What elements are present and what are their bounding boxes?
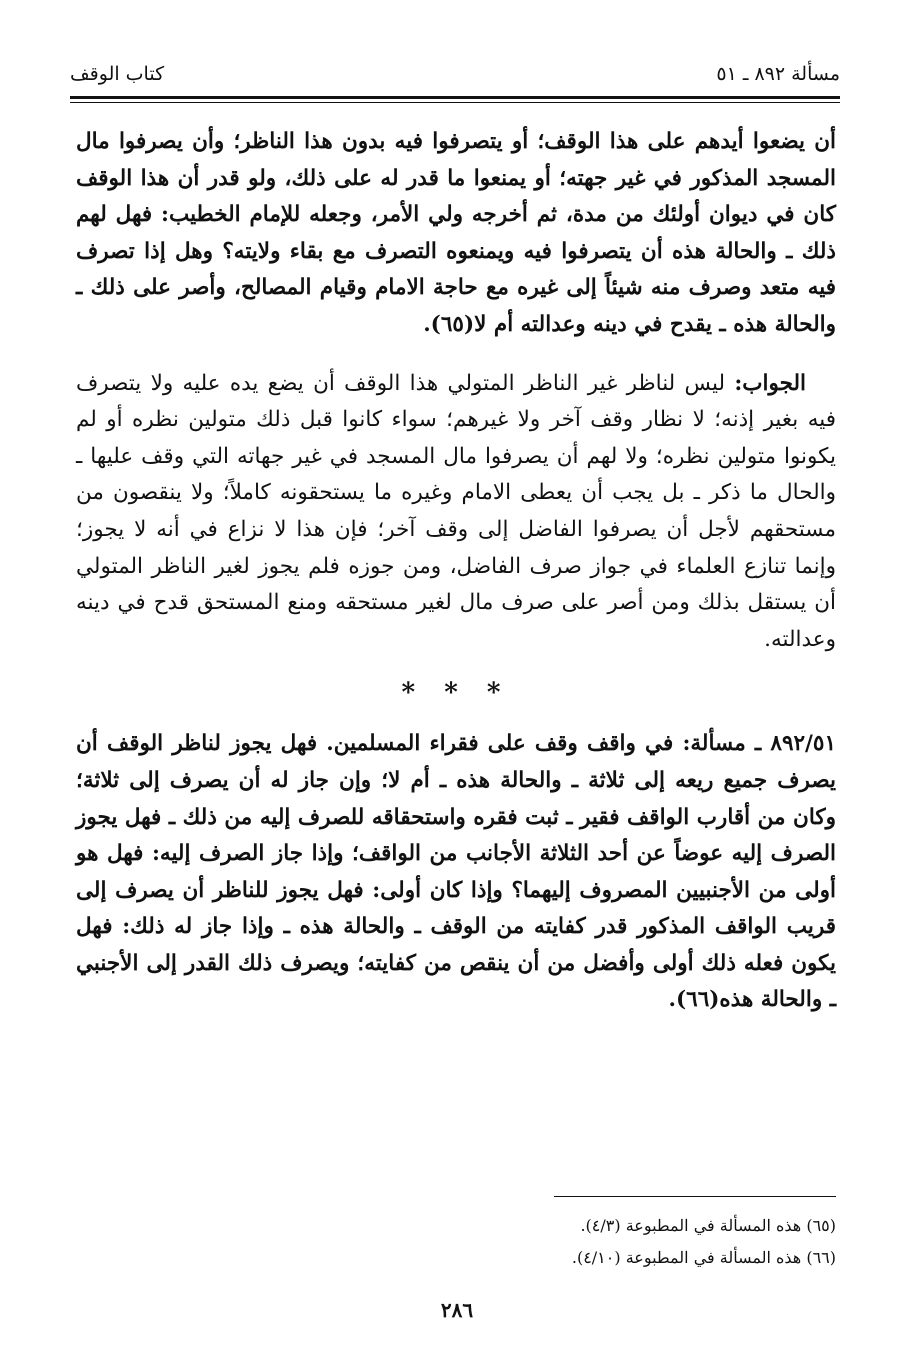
page-number: ٢٨٦: [440, 1298, 474, 1322]
running-header: [70, 60, 840, 92]
header-book-title: كتاب الوقف: [70, 63, 165, 85]
footnote-rule: [554, 1196, 836, 1197]
header-rule-thick: [70, 96, 840, 99]
question-text-continued: أن يضعوا أيدهم على هذا الوقف؛ أو يتصرفوا فيه بدون هذا الناظر؛ وأن يصرفوا مال المسجد المذكور في غير جهته؛ أو يمنعوا ما قدر له على ذلك، ولو قدر أن هذا الوقف كان في ديوان أولئك من مدة، ثم أخرجه ولي الأمر، وجعله للإمام الخطيب: فهل لهم ذلك ـ والحالة هذه أن يتصرفوا فيه ويمنعوه التصرف مع بقاء ولايته؟ وهل إذا تصرف فيه متعد وصرف منه شيئاً إلى غيره مع حاجة الامام وقيام المصالح، وأصر على ذلك ـ والحالة هذه ـ يقدح في دينه وعدالته أم لا(٦٥).: [76, 129, 836, 337]
question-number: ٨٩٢/٥١ ـ مسألة:: [682, 731, 836, 757]
footnote-66: (٦٦) هذه المسألة في المطبوعة (٤/١٠).: [571, 1248, 836, 1267]
header-rule-thin: [70, 102, 840, 103]
question-paragraph: [76, 726, 836, 1019]
header-issue-number: مسألة ٨٩٢ ـ ٥١: [716, 63, 840, 85]
answer-text: ليس لناظر غير الناظر المتولي هذا الوقف أن يضع يده عليه ولا يتصرف فيه بغير إذنه؛ لا نظار وقف آخر ولا غيرهم؛ سواء كانوا قبل ذلك متولين نظره أو لم يكونوا متولين نظره؛ ولا لهم أن يصرفوا مال المسجد في غير جهاته التي وقف عليها ـ والحال ما ذكر ـ بل يجب أن يعطى الامام وغيره ما يستحقونه كاملاً؛ ولا ينقصون من مستحقهم لأجل أن يصرفوا الفاضل إلى وقف آخر؛ فإن هذا لا نزاع في أنه لا يجوز؛ وإنما تنازع العلماء في جواز صرف الفاضل، ومن جوزه فلم يجوز لغير الناظر المتولي أن يستقل بذلك ومن أصر على صرف مال لغير مستحقه ومنع المستحق قدح في دينه وعدالته.: [76, 370, 836, 652]
question-text: في واقف وقف على فقراء المسلمين. فهل يجوز لناظر الوقف أن يصرف جميع ريعه إلى ثلاثة ـ والحالة هذه ـ أم لا؛ وإن جاز له أن يصرف إلى ثلاثة؛ وكان من أقارب الواقف فقير ـ ثبت فقره واستحقاقه للصرف إليه من ذلك ـ فهل يجوز الصرف إليه عوضاً عن أحد الثلاثة الأجانب من الواقف؛ وإذا جاز الصرف إليه: فهل هو أولى من الأجنبيين المصروف إليهما؟ وإذا كان أولى: فهل يجوز للناظر أن يصرف إلى قريب الواقف المذكور قدر كفايته من الوقف ـ والحالة هذه ـ وإذا جاز له ذلك: فهل يكون فعله ذلك أولى وأفضل من أن ينقص من كفايته؛ ويصرف ذلك القدر إلى الأجنبي ـ والحالة هذه(٦٦).: [76, 731, 836, 1013]
footnotes: [76, 1210, 836, 1274]
main-text: [76, 124, 836, 1019]
section-separator: * * *: [401, 678, 511, 709]
footnote-65: (٦٥) هذه المسألة في المطبوعة (٤/٣).: [580, 1216, 836, 1235]
answer-lead: الجواب:: [734, 370, 806, 396]
answer-paragraph: [76, 366, 836, 659]
